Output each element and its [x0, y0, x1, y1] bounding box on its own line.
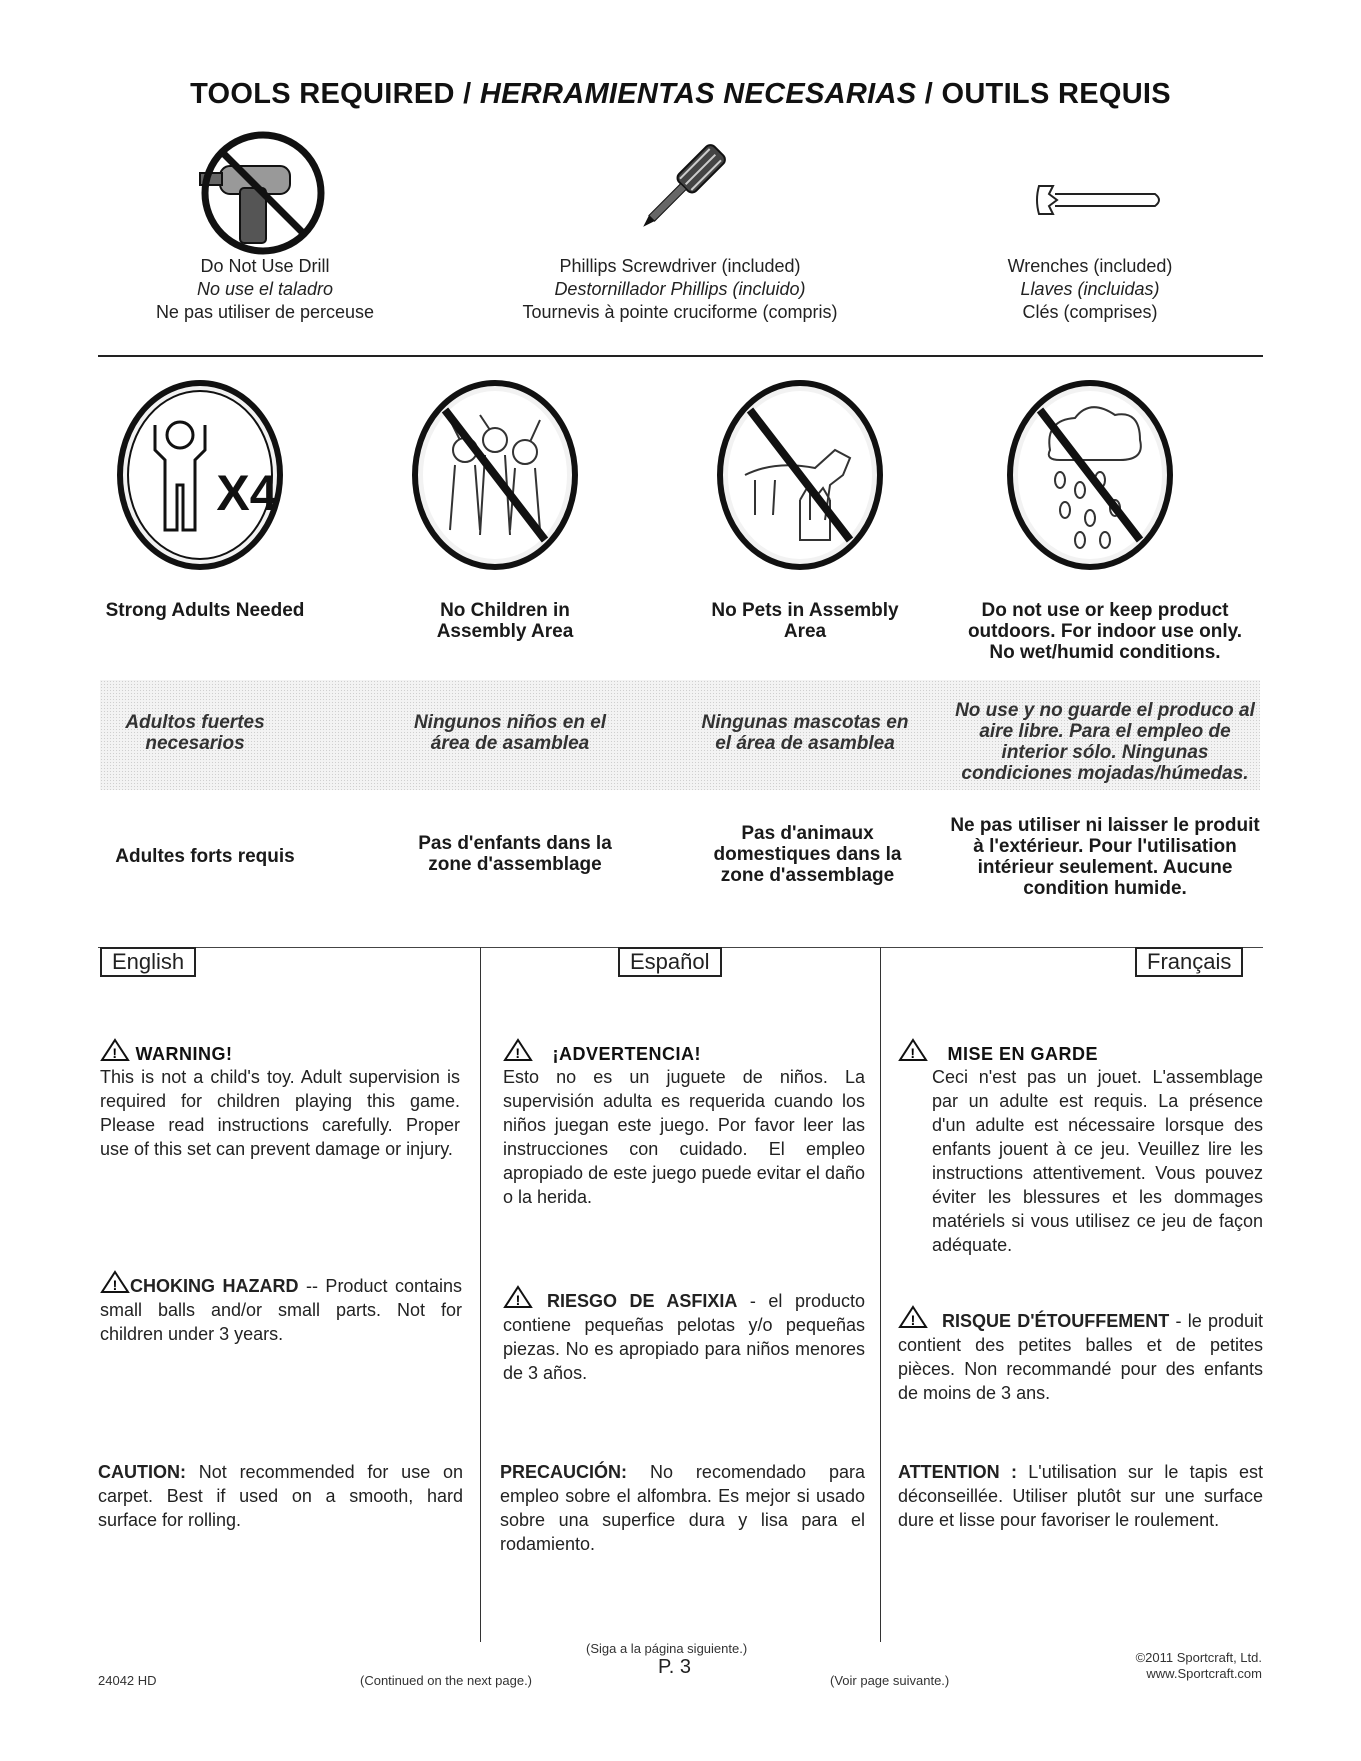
tool-caption-wrench [960, 255, 1220, 324]
choking-en [100, 1270, 462, 1346]
svg-text:!: ! [112, 1045, 118, 1061]
no-pets-icon [715, 380, 885, 570]
tool-caption-es: No use el taladro [196, 279, 334, 299]
title-en: TOOLS REQUIRED / [190, 78, 480, 110]
icon-caption-es-adults: Adultos fuertes necesarios [125, 712, 265, 754]
section-divider [98, 355, 1263, 357]
caution-title: CAUTION: [98, 1462, 186, 1482]
screwdriver-icon [630, 140, 730, 240]
warning-triangle-icon [898, 1044, 948, 1064]
icon-caption-fr-outdoors: Ne pas utiliser ni laisser le produit à l'extérieur. Pour l'utilisation intérieur seulement. Aucune condition humide. [950, 815, 1260, 899]
tool-caption-es: Llaves (incluidas) [1020, 279, 1160, 299]
tool-caption-es: Destornillador Phillips (incluido) [554, 279, 806, 299]
icon-caption-en-pets: No Pets in Assembly Area [711, 600, 899, 642]
caution-text: L'utilisation sur le tapis est déconseillée. Utiliser plutôt sur une surface dure et lisse pour favoriser le roulement. [898, 1462, 1263, 1530]
caution-fr [898, 1460, 1263, 1532]
copyright: ©2011 Sportcraft, Ltd. [1135, 1650, 1262, 1665]
choking-title: RIESGO DE ASFIXIA [547, 1291, 738, 1311]
svg-text:!: ! [910, 1045, 916, 1061]
warning-fr [898, 1038, 1263, 1257]
warning-triangle-icon [898, 1311, 942, 1331]
warning-text: Esto no es un juguete de niños. La supervisión adulta es requerida cuando los niños juegan este juego. Por favor leer las instrucciones con cuidado. El empleo apropiado de este juego puede evitar el daño o la herida. [503, 1067, 865, 1207]
column-divider-1 [480, 947, 481, 1642]
title-fr: / OUTILS REQUIS [916, 78, 1171, 110]
warning-title: WARNING! [135, 1044, 233, 1064]
no-children-icon [410, 380, 580, 570]
wrench-icon [1035, 180, 1165, 220]
website: www.Sportcraft.com [1146, 1666, 1262, 1681]
copyright-block [1000, 1650, 1262, 1682]
model-number: 24042 HD [98, 1673, 157, 1688]
tool-caption-fr: Clés (comprises) [1022, 302, 1158, 322]
no-drill-icon [190, 128, 336, 258]
warning-triangle-icon [100, 1276, 130, 1296]
choking-text: -- Product contains small balls and/or small parts. Not for children under 3 years. [100, 1276, 462, 1344]
tab-francais: Français [1135, 947, 1243, 977]
tab-espanol: Español [618, 947, 722, 977]
warning-title: MISE EN GARDE [947, 1044, 1099, 1064]
tab-english: English [100, 947, 196, 977]
page-title [0, 78, 1361, 111]
svg-text:!: ! [112, 1277, 118, 1293]
x4-badge: X4 [216, 465, 278, 521]
tool-caption-fr: Ne pas utiliser de perceuse [155, 302, 375, 322]
svg-text:!: ! [910, 1312, 916, 1328]
choking-title: RISQUE D'ÉTOUFFEMENT [942, 1311, 1170, 1331]
warning-text: This is not a child's toy. Adult supervision is required for children playing this game. Please read instructions carefully. Proper use of this set can prevent damage or injury. [100, 1067, 460, 1159]
warning-es [503, 1038, 865, 1209]
choking-text: - le produit contient des petites balles et de petites pièces. Non recommandé pour des enfants de moins de 3 ans. [898, 1311, 1264, 1403]
warning-triangle-icon [503, 1291, 547, 1311]
tool-caption-en: Do Not Use Drill [200, 256, 330, 276]
caution-title: PRECAUCIÓN: [500, 1462, 628, 1482]
caution-es [500, 1460, 865, 1556]
choking-fr [898, 1305, 1263, 1405]
svg-text:!: ! [515, 1292, 521, 1308]
page-number: P. 3 [658, 1656, 691, 1678]
choking-text: - el producto contiene pequeñas pelotas y/o pequeñas piezas. No es apropiado para niños menores de 3 años. [503, 1291, 865, 1383]
icon-caption-en-outdoors: Do not use or keep product outdoors. For indoor use only. No wet/humid conditions. [967, 600, 1243, 663]
icon-caption-es-outdoors: No use y no guarde el produco al aire libre. Para el empleo de interior sólo. Ningunas condiciones mojadas/húmedas. [955, 700, 1255, 784]
choking-es [503, 1285, 865, 1385]
continued-es: (Siga a la página siguiente.) [586, 1641, 748, 1656]
svg-text:!: ! [515, 1045, 521, 1061]
warning-triangle-icon [503, 1044, 553, 1064]
warning-text: Ceci n'est pas un jouet. L'assemblage par un adulte est requis. La présence d'un adulte est nécessaire lorsque des enfants jouent à ce jeu. Veuillez lire les instructions attentivement. Vous pouvez éviter les blessures et les dommages matériels si vous utilisez ce jeu de façon adéquate. [932, 1067, 1263, 1255]
icon-caption-es-pets: Ningunas mascotas en el área de asamblea [701, 712, 909, 754]
tool-caption-screwdriver [490, 255, 870, 324]
strong-adults-x4-icon [115, 380, 285, 570]
no-outdoor-rain-icon [1005, 380, 1175, 570]
continued-fr: (Voir page suivante.) [830, 1673, 950, 1688]
warning-title: ¡ADVERTENCIA! [552, 1044, 702, 1064]
choking-title: CHOKING HAZARD [130, 1276, 299, 1296]
caution-text: Not recommended for use on carpet. Best if used on a smooth, hard surface for rolling. [98, 1462, 463, 1530]
warning-en [100, 1038, 460, 1161]
caution-text: No recomendado para empleo sobre el alfombra. Es mejor si usado sobre una superfice dura y lisa para el rodamiento. [500, 1462, 865, 1554]
tool-caption-drill [120, 255, 410, 324]
icon-caption-en-children: No Children in Assembly Area [436, 600, 574, 642]
icon-caption-es-children: Ningunos niños en el área de asamblea [413, 712, 607, 754]
icon-caption-en-adults: Strong Adults Needed [105, 600, 305, 621]
tool-caption-en: Phillips Screwdriver (included) [559, 256, 801, 276]
icon-caption-fr-children: Pas d'enfants dans la zone d'assemblage [418, 833, 612, 875]
icon-caption-fr-pets: Pas d'animaux domestiques dans la zone d'assemblage [713, 823, 902, 886]
caution-en [98, 1460, 463, 1532]
warning-triangle-icon [100, 1044, 136, 1064]
column-divider-2 [880, 947, 881, 1642]
tool-caption-fr: Tournevis à pointe cruciforme (compris) [522, 302, 838, 322]
continued-en: (Continued on the next page.) [360, 1673, 533, 1688]
caution-title: ATTENTION : [898, 1462, 1017, 1482]
icon-caption-fr-adults: Adultes forts requis [115, 846, 295, 867]
title-es: HERRAMIENTAS NECESARIAS [479, 78, 917, 110]
tool-caption-en: Wrenches (included) [1007, 256, 1173, 276]
